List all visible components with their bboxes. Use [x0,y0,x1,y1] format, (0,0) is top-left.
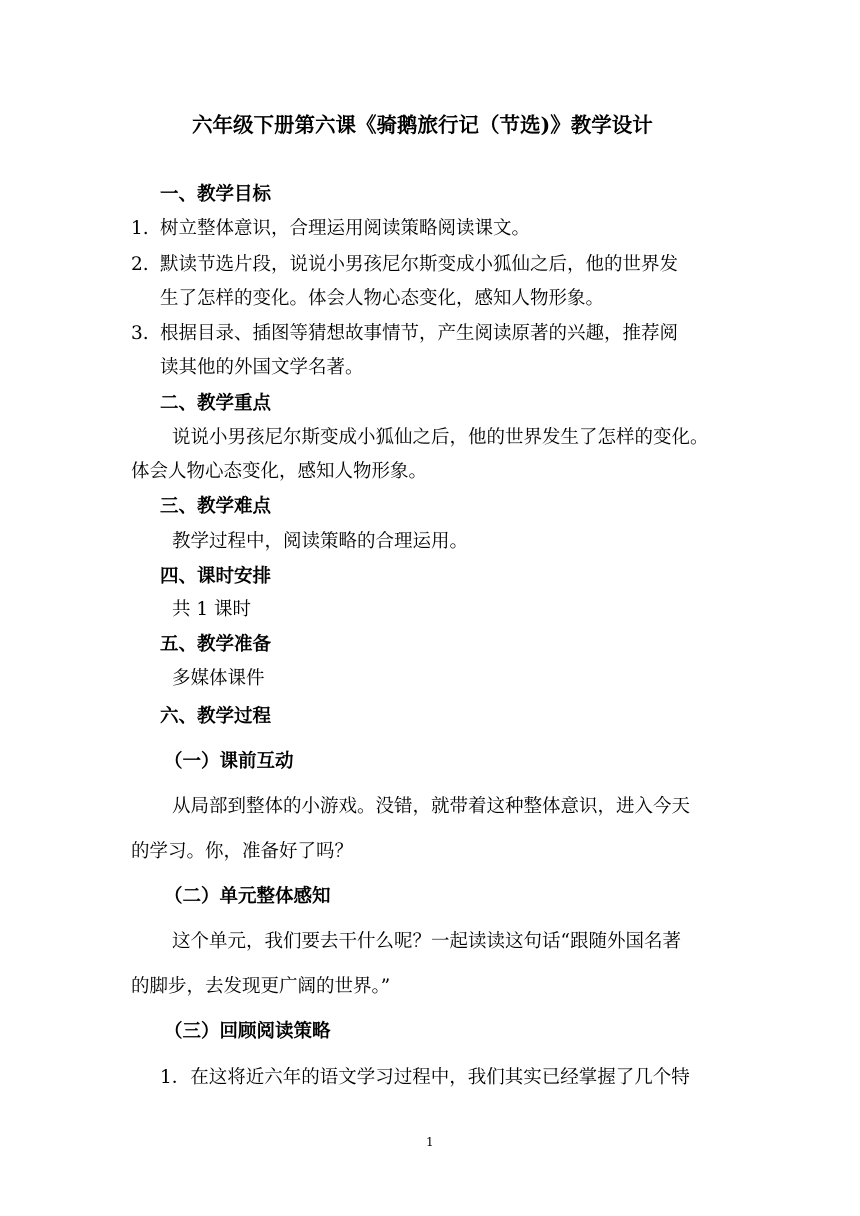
section-heading-process: 六、教学过程 [160,706,272,727]
goal-3-number: 3. [131,323,149,344]
process-sub-1-line-1: 从局部到整体的小游戏。没错，就带着这种整体意识，进入今天 [172,796,691,817]
goal-2-number: 2. [131,254,149,275]
goal-1-number: 1. [131,218,149,239]
process-sub-2-line-1: 这个单元，我们要去干什么呢？一起读读这句话“跟随外国名著 [172,931,681,952]
section-heading-difficulties: 三、教学难点 [160,496,272,517]
section-heading-schedule: 四、课时安排 [160,566,272,587]
difficulties-text: 教学过程中，阅读策略的合理运用。 [172,531,469,552]
process-sub-3-item-1: 1．在这将近六年的语文学习过程中，我们其实已经掌握了几个特 [160,1067,690,1088]
goal-2-line-2: 生了怎样的变化。体会人物心态变化，感知人物形象。 [160,288,605,309]
page-number: 1 [426,1135,434,1149]
goal-3-line-1: 根据目录、插图等猜想故事情节，产生阅读原著的兴趣，推荐阅 [160,323,679,344]
section-heading-key-points: 二、教学重点 [160,393,272,414]
key-points-line-1: 说说小男孩尼尔斯变成小狐仙之后，他的世界发生了怎样的变化。 [172,427,709,448]
goal-3-line-2: 读其他的外国文学名著。 [160,357,364,378]
key-points-line-2: 体会人物心态变化，感知人物形象。 [131,461,428,482]
document-title: 六年级下册第六课《骑鹅旅行记（节选)》教学设计 [192,113,653,137]
process-sub-heading-2: （二）单元整体感知 [164,886,331,907]
preparation-text: 多媒体课件 [172,668,265,689]
process-sub-heading-3: （三）回顾阅读策略 [164,1021,331,1042]
process-sub-1-line-2: 的学习。你，准备好了吗？ [131,841,354,862]
section-heading-preparation: 五、教学准备 [160,634,272,655]
process-sub-2-line-2: 的脚步，去发现更广阔的世界。” [131,976,391,997]
section-heading-goals: 一、教学目标 [160,184,272,205]
goal-1-text: 树立整体意识，合理运用阅读策略阅读课文。 [160,218,531,239]
process-sub-heading-1: （一）课前互动 [164,751,294,772]
goal-2-line-1: 默读节选片段，说说小男孩尼尔斯变成小狐仙之后，他的世界发 [160,254,679,275]
schedule-text: 共 1 课时 [172,599,252,620]
